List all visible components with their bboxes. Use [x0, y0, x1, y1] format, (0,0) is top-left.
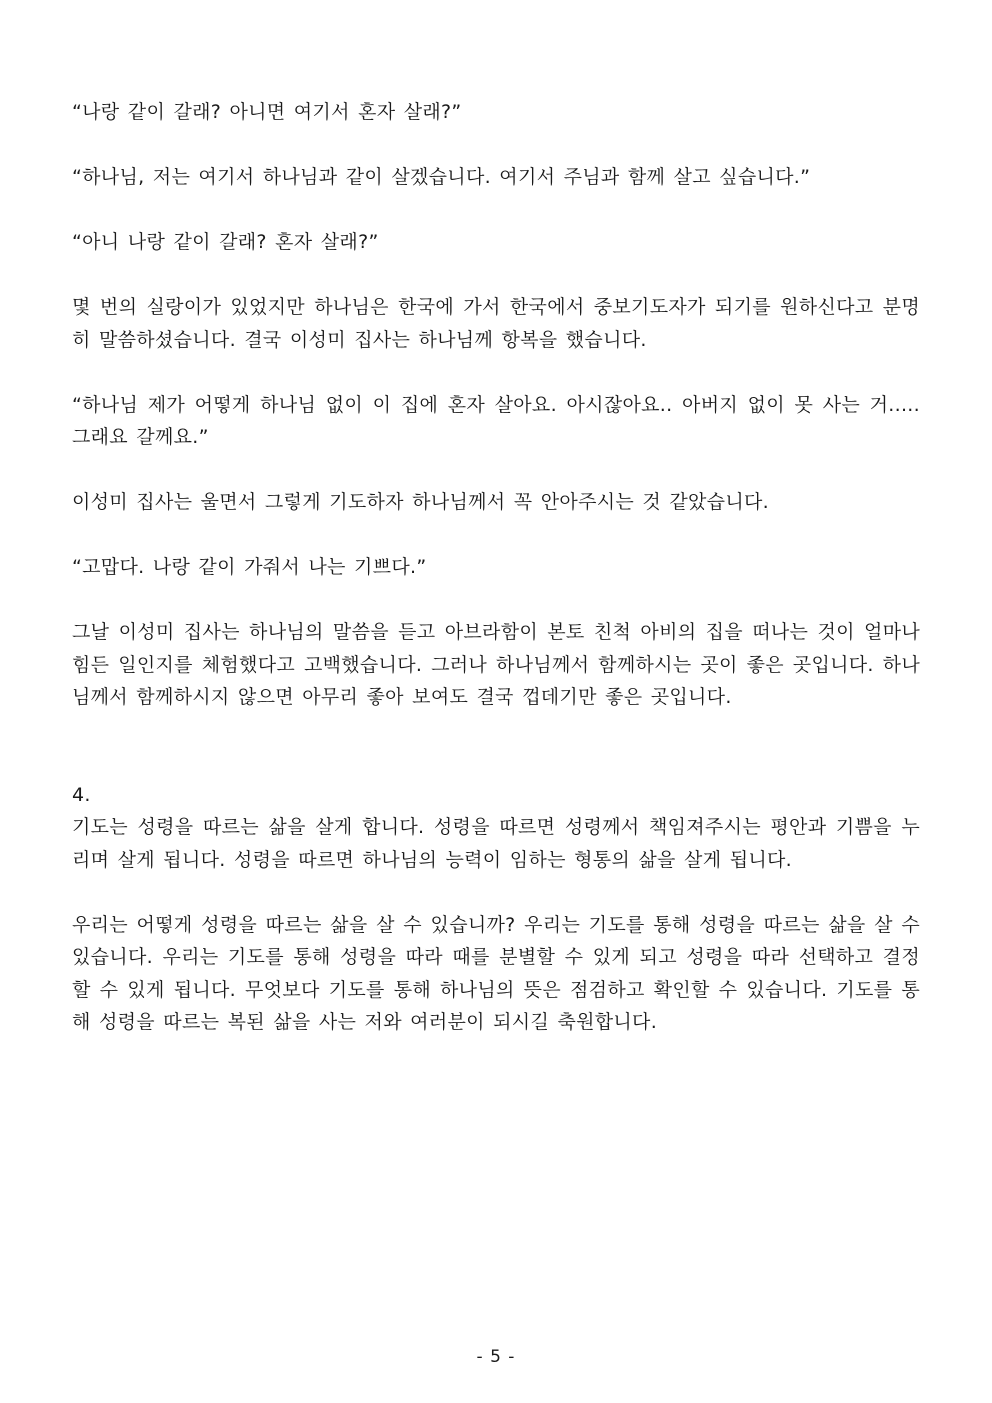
dialogue-line: “아니 나랑 같이 갈래? 혼자 살래?”	[72, 231, 379, 253]
body-paragraph: 몇 번의 실랑이가 있었지만 하나님은 한국에 가서 한국에서 중보기도자가 되기를 원하신다고 분명히 말씀하셨습니다. 결국 이성미 집사는 하나님께 항복을 했습니다.	[72, 296, 920, 351]
dialogue-line: “고맙다. 나랑 같이 가줘서 나는 기쁘다.”	[72, 556, 427, 578]
dialogue-line: “하나님 제가 어떻게 하나님 없이 이 집에 혼자 살아요. 아시잖아요.. 아버지 없이 못 사는 거..... 그래요 갈께요.”	[72, 393, 920, 448]
document-body	[72, 96, 920, 1039]
body-paragraph: 기도는 성령을 따르는 삶을 살게 합니다. 성령을 따르면 성령께서 책임져주시는 평안과 기쁨을 누리며 살게 됩니다. 성령을 따르면 하나님의 능력이 임하는 형통의 삶을 살게 됩니다.	[72, 816, 920, 871]
dialogue-line: “하나님, 저는 여기서 하나님과 같이 살겠습니다. 여기서 주님과 함께 살고 싶습니다.”	[72, 166, 811, 188]
page-number: - 5 -	[476, 1347, 516, 1367]
body-paragraph: 우리는 어떻게 성령을 따르는 삶을 살 수 있습니까? 우리는 기도를 통해 성령을 따르는 삶을 살 수 있습니다. 우리는 기도를 통해 성령을 따라 때를 분별할 수 있게 되고 성령을 따라 선택하고 결정할 수 있게 됩니다. 무엇보다 기도를 통해 하나님의 뜻은 점검하고 확인할 수 있습니다. 기도를 통해 성령을 따르는 복된 삶을 사는 저와 여러분이 되시길 축원합니다.	[72, 913, 920, 1033]
body-paragraph: 그날 이성미 집사는 하나님의 말씀을 듣고 아브라함이 본토 친척 아비의 집을 떠나는 것이 얼마나 힘든 일인지를 체험했다고 고백했습니다. 그러나 하나님께서 함께하시는 곳이 좋은 곳입니다. 하나님께서 함께하시지 않으면 아무리 좋아 보여도 결국 껍데기만 좋은 곳입니다.	[72, 621, 920, 708]
section-number: 4.	[72, 783, 91, 806]
body-paragraph: 이성미 집사는 울면서 그렇게 기도하자 하나님께서 꼭 안아주시는 것 같았습니다.	[72, 491, 769, 513]
dialogue-line: “나랑 같이 갈래? 아니면 여기서 혼자 살래?”	[72, 101, 462, 123]
